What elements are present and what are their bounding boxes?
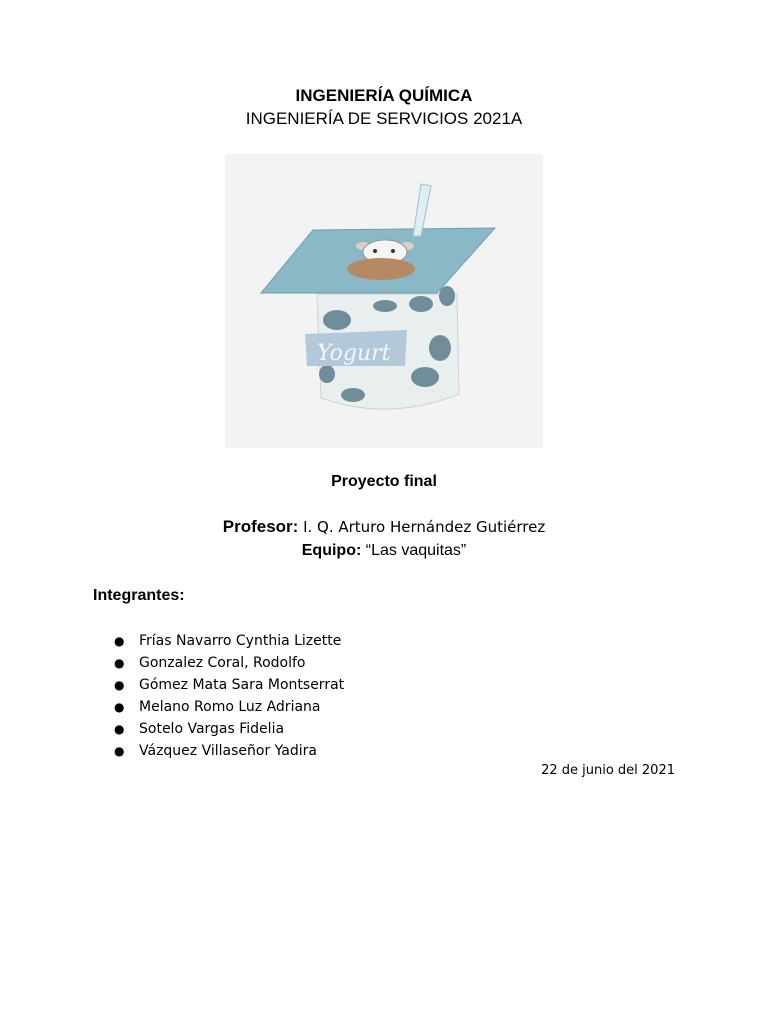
cow-spot	[373, 300, 397, 312]
members-list	[114, 630, 344, 762]
member-name: Sotelo Vargas Fidelia	[139, 721, 285, 737]
cow-spot	[341, 388, 365, 402]
yogurt-illustration	[225, 154, 543, 448]
cow-spot	[409, 296, 433, 312]
cow-snout	[347, 258, 415, 280]
professor-label: Profesor:	[222, 517, 299, 536]
bullet-icon: ●	[114, 722, 125, 736]
member-name: Frías Navarro Cynthia Lizette	[139, 633, 342, 649]
bullet-icon: ●	[114, 700, 125, 714]
list-item	[114, 740, 344, 762]
cow-spot	[319, 365, 335, 383]
date: 22 de junio del 2021	[541, 763, 675, 778]
list-item	[114, 630, 344, 652]
list-item	[114, 674, 344, 696]
member-name: Melano Romo Luz Adriana	[139, 699, 321, 715]
title-line-2: INGENIERÍA DE SERVICIOS 2021A	[245, 109, 523, 128]
member-name: Gonzalez Coral, Rodolfo	[139, 655, 306, 671]
professor-line	[0, 517, 768, 537]
project-title: Proyecto final	[331, 473, 437, 490]
professor-name: I. Q. Arturo Hernández Gutiérrez	[303, 518, 546, 536]
bullet-icon: ●	[114, 656, 125, 670]
list-item	[114, 696, 344, 718]
bullet-icon: ●	[114, 678, 125, 692]
cow-spot	[429, 335, 451, 361]
cow-eye	[373, 249, 377, 253]
bullet-icon: ●	[114, 744, 125, 758]
yogurt-label: Yogurt	[317, 341, 391, 366]
straw	[413, 184, 431, 236]
cow-eye	[391, 249, 395, 253]
title-line-1: INGENIERÍA QUÍMICA	[295, 86, 473, 105]
cow-spot	[411, 367, 439, 387]
member-name: Vázquez Villaseñor Yadira	[139, 743, 317, 759]
members-heading: Integrantes:	[93, 587, 185, 604]
team-line	[0, 542, 768, 560]
cow-spot	[323, 310, 351, 330]
list-item	[114, 718, 344, 740]
team-label: Equipo:	[301, 542, 362, 559]
list-item	[114, 652, 344, 674]
member-name: Gómez Mata Sara Montserrat	[139, 677, 345, 693]
team-name: “Las vaquitas”	[365, 542, 467, 559]
bullet-icon: ●	[114, 634, 125, 648]
cow-spot	[439, 286, 455, 306]
